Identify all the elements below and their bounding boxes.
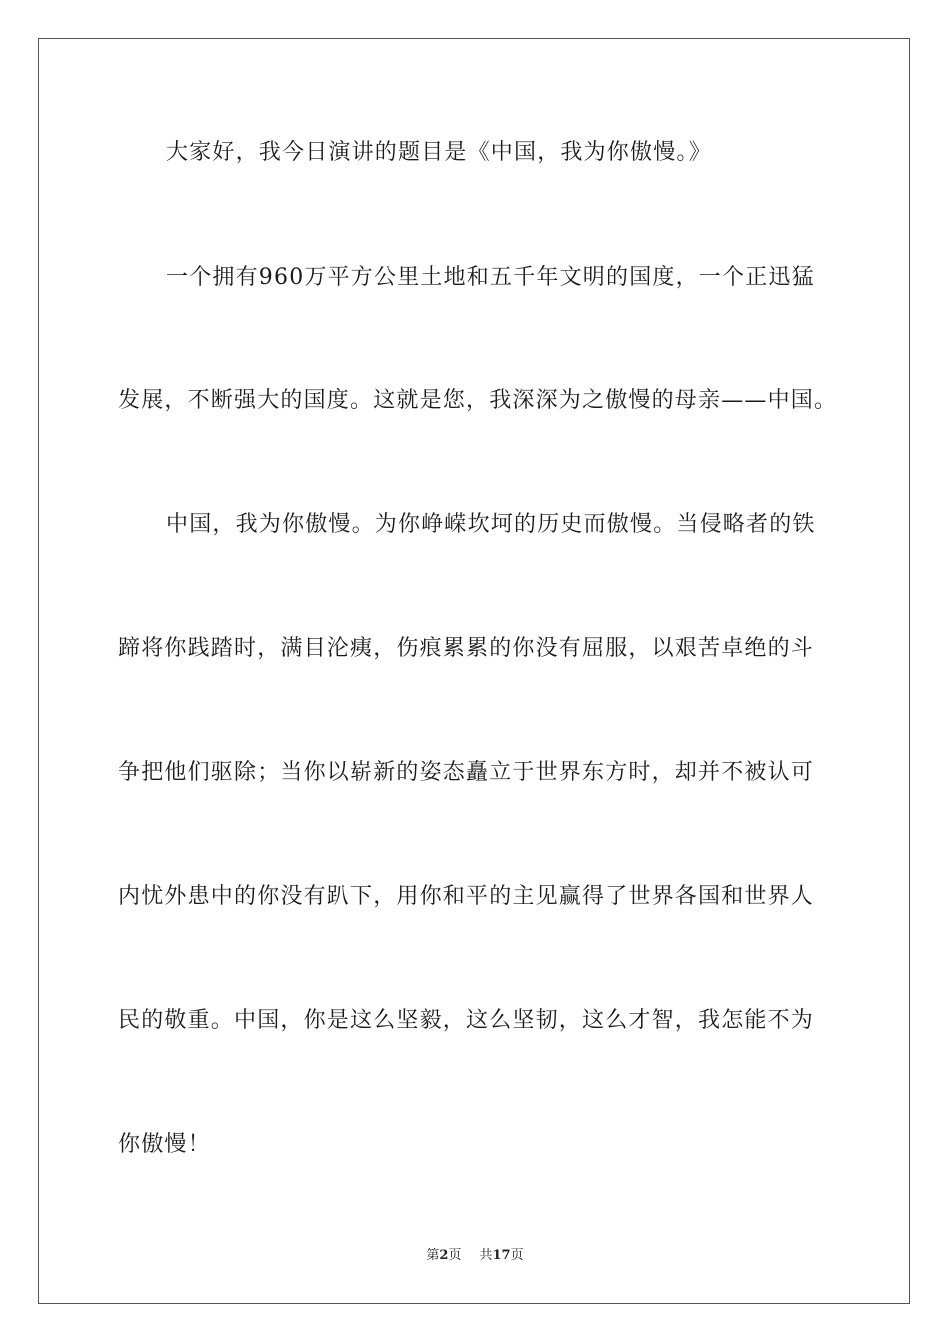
- footer-total-prefix: 共: [479, 1248, 493, 1263]
- paragraph-line-7: 内忧外患中的你没有趴下，用你和平的主见赢得了世界各国和世界人: [118, 884, 815, 909]
- paragraph-line-4: 中国，我为你傲慢。为你峥嵘坎坷的历史而傲慢。当侵略者的铁: [166, 512, 816, 537]
- footer-total-unit: 页: [510, 1248, 524, 1263]
- page-footer: [0, 1247, 950, 1265]
- paragraph-line-8: 民的敬重。中国，你是这么坚毅，这么坚韧，这么才智，我怎能不为: [118, 1008, 815, 1033]
- paragraph-line-1: 大家好，我今日演讲的题目是《中国，我为你傲慢。》: [166, 140, 712, 165]
- paragraph-line-6: 争把他们驱除；当你以崭新的姿态矗立于世界东方时，却并不被认可: [118, 760, 815, 785]
- paragraph-line-5: 蹄将你践踏时，满目沦痍，伤痕累累的你没有屈服，以艰苦卓绝的斗: [118, 636, 815, 661]
- footer-page-total: 17: [492, 1248, 511, 1263]
- paragraph-line-3: 发展，不断强大的国度。这就是您，我深深为之傲慢的母亲——中国。: [118, 388, 838, 413]
- page-border: [38, 38, 910, 1304]
- footer-page-unit: 页: [448, 1248, 462, 1263]
- paragraph-line-9: 你傲慢！: [118, 1132, 211, 1157]
- footer-page-prefix: 第: [426, 1248, 440, 1263]
- paragraph-line-2: 一个拥有960万平方公里土地和五千年文明的国度，一个正迅猛: [166, 265, 815, 290]
- footer-page-current: 2: [439, 1248, 449, 1263]
